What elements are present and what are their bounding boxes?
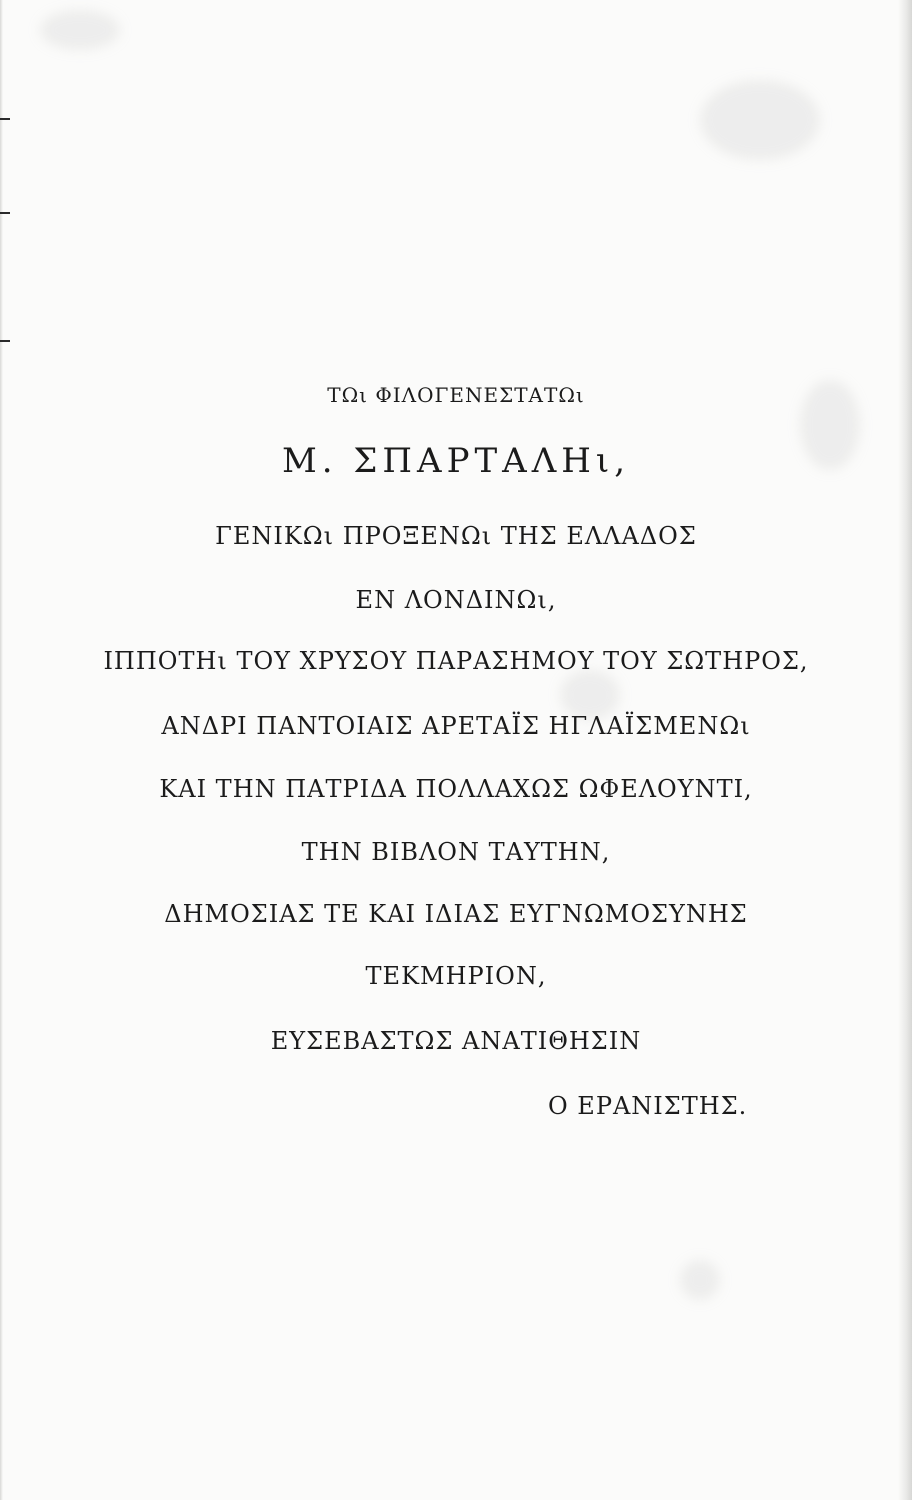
page-right-edge (898, 0, 912, 1500)
binding-mark (0, 340, 10, 342)
dedication-line-3: ΓΕΝΙΚΩι ΠΡΟΞΕΝΩι ΤΗΣ ΕΛΛΑΔΟΣ (215, 522, 697, 550)
binding-mark (0, 212, 10, 214)
paper-stain (40, 10, 120, 50)
dedication-line-11: ΕΥΣΕΒΑΣΤΩΣ ΑΝΑΤΙΘΗΣΙΝ (270, 1027, 642, 1055)
dedication-signature: Ο ΕΡΑΝΙΣΤΗΣ. (548, 1092, 748, 1120)
binding-mark (0, 118, 10, 120)
dedication-line-5: ΙΠΠΟΤΗι ΤΟΥ ΧΡΥΣΟΥ ΠΑΡΑΣΗΜΟΥ ΤΟΥ ΣΩΤΗΡΟΣ, (103, 647, 809, 675)
dedication-line-6: ΑΝΔΡΙ ΠΑΝΤΟΙΑΙΣ ΑΡΕΤΑΪΣ ΗΓΛΑΪΣΜΕΝΩι (161, 712, 751, 740)
dedication-line-9: ΔΗΜΟΣΙΑΣ ΤΕ ΚΑΙ ΙΔΙΑΣ ΕΥΓΝΩΜΟΣΥΝΗΣ (164, 900, 748, 928)
dedication-recipient-name: Μ. ΣΠΑΡΤΑΛΗι, (281, 441, 631, 481)
dedication-line-4: ΕΝ ΛΟΝΔΙΝΩι, (355, 586, 557, 614)
dedication-line-1: ΤΩι ΦΙΛΟΓΕΝΕΣΤΑΤΩι (327, 383, 585, 407)
dedication-line-8: ΤΗΝ ΒΙΒΛΟΝ ΤΑΥΤΗΝ, (301, 838, 611, 866)
dedication-line-7: ΚΑΙ ΤΗΝ ΠΑΤΡΙΔΑ ΠΟΛΛΑΧΩΣ ΩΦΕΛΟΥΝΤΙ, (159, 775, 753, 803)
paper-stain (700, 80, 820, 160)
dedication-line-10: ΤΕΚΜΗΡΙΟΝ, (365, 962, 547, 990)
paper-stain (680, 1260, 720, 1300)
binding-edge (0, 0, 3, 1500)
